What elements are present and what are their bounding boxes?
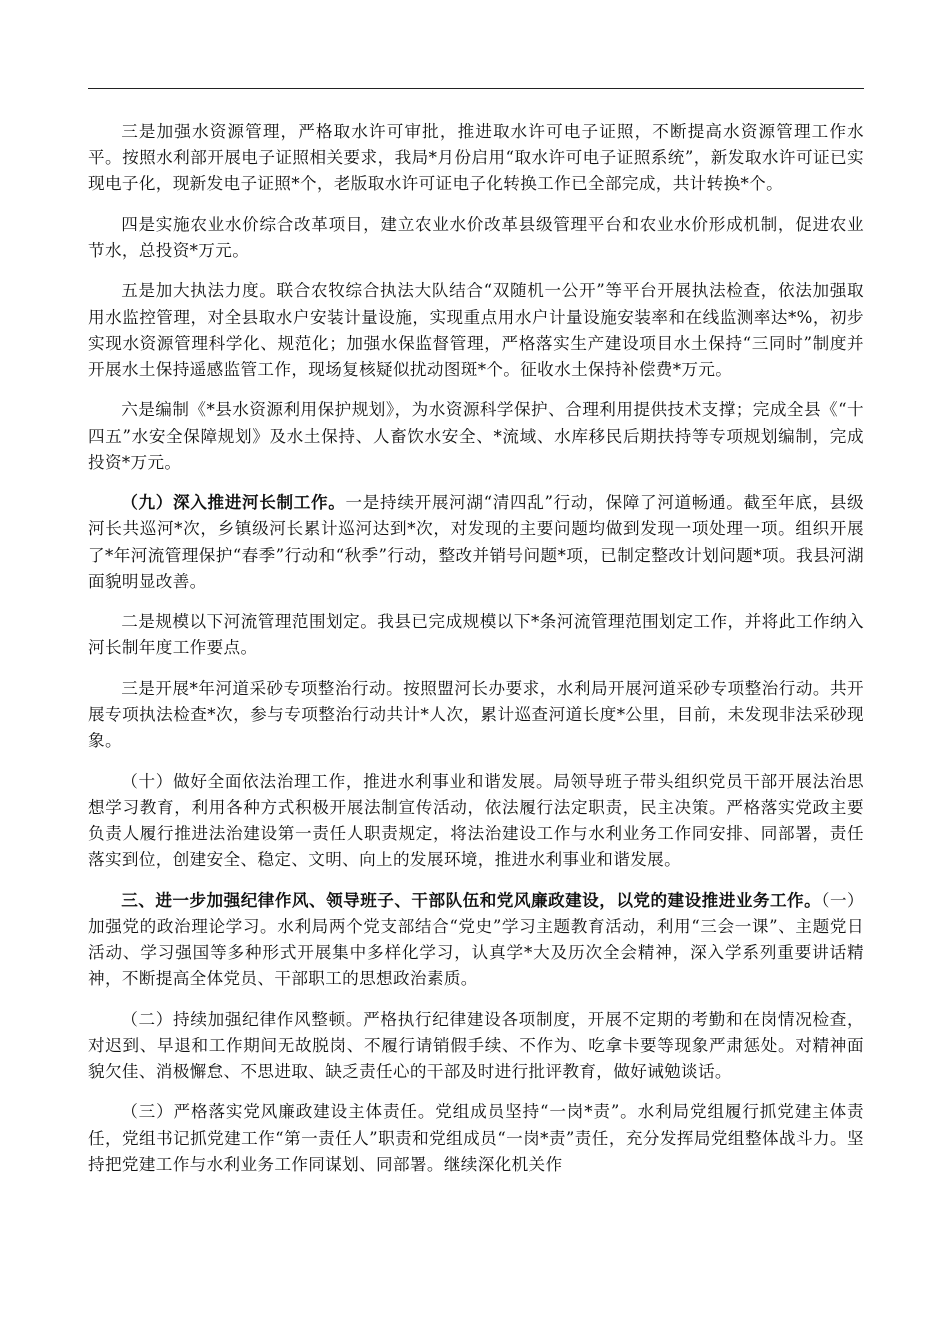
paragraph-planning	[88, 396, 864, 476]
paragraph-party-building	[88, 887, 864, 993]
header-rule	[88, 88, 864, 89]
document-body	[88, 118, 864, 1191]
paragraph-sand-mining	[88, 675, 864, 755]
paragraph-river-chief-system	[88, 489, 864, 595]
paragraph-text: 三是开展*年河道采砂专项整治行动。按照盟河长办要求，水利局开展河道采砂专项整治行动。共开展专项执法检查*次，参与专项整治行动共计*人次，累计巡查河道长度*公里，目前，未发现非法采砂现象。	[88, 678, 864, 751]
paragraph-text: 一是持续开展河湖“清四乱”行动，保障了河道畅通。截至年底，县级河长共巡河*次，乡镇级河长累计巡河达到*次，对发现的主要问题均做到发现一项处理一项。组织开展了*年河流管理保护“春季”行动和“秋季”行动，整改并销号问题*项，已制定整改计划问题*项。我县河湖面貌明显改善。	[88, 493, 864, 591]
paragraph-water-resource-management	[88, 118, 864, 198]
paragraph-text: （十）做好全面依法治理工作，推进水利事业和谐发展。局领导班子带头组织党员干部开展法治思想学习教育，利用各种方式积极开展法制宣传活动，依法履行法定职责，民主决策。严格落实党政主要负责人履行推进法治建设第一责任人职责规定，将法治建设工作与水利业务工作同安排、同部署，责任落实到位，创建安全、稳定、文明、向上的发展环境，推进水利事业和谐发展。	[88, 771, 864, 870]
paragraph-river-boundary	[88, 608, 864, 661]
section-heading: 三、进一步加强纪律作风、领导班子、干部队伍和党风廉政建设，以党的建设推进业务工作。	[121, 889, 822, 910]
section-heading: （九）深入推进河长制工作。	[121, 492, 346, 513]
paragraph-agricultural-water-price	[88, 211, 864, 264]
paragraph-text: （三）严格落实党风廉政建设主体责任。党组成员坚持“一岗*责”。水利局党组履行抓党建主体责任，党组书记抓党建工作“第一责任人”职责和党组成员“一岗*责”责任，充分发挥局党组整体战斗力。坚持把党建工作与水利业务工作同谋划、同部署。继续深化机关作	[88, 1102, 864, 1174]
paragraph-text: 三是加强水资源管理，严格取水许可审批，推进取水许可电子证照，不断提高水资源管理工作水平。按照水利部开展电子证照相关要求，我局*月份启用“取水许可电子证照系统”，新发取水许可证已实现电子化，现新发电子证照*个，老版取水许可证电子化转换工作已全部完成，共计转换*个。	[88, 122, 864, 194]
paragraph-law-enforcement	[88, 277, 864, 383]
paragraph-text: （一）加强党的政治理论学习。水利局两个党支部结合“党史”学习主题教育活动，利用“三会一课”、主题党日活动、学习强国等多种形式开展集中多样化学习，认真学*大及历次全会精神，深入学系列重要讲话精神，不断提高全体党员、干部职工的思想政治素质。	[88, 890, 864, 989]
paragraph-integrity-responsibility	[88, 1098, 864, 1178]
paragraph-text: 四是实施农业水价综合改革项目，建立农业水价改革县级管理平台和农业水价形成机制，促进农业节水，总投资*万元。	[88, 214, 864, 260]
paragraph-rule-of-law	[88, 768, 864, 874]
paragraph-text: 二是规模以下河流管理范围划定。我县已完成规模以下*条河流管理范围划定工作，并将此工作纳入河长制年度工作要点。	[88, 612, 864, 658]
paragraph-discipline	[88, 1006, 864, 1086]
paragraph-text: 六是编制《*县水资源利用保护规划》，为水资源科学保护、合理利用提供技术支撑；完成全县《“十四五”水安全保障规划》及水土保持、人畜饮水安全、*流域、水库移民后期扶持等专项规划编制，完成投资*万元。	[88, 400, 864, 472]
paragraph-text: （二）持续加强纪律作风整顿。严格执行纪律建设各项制度，开展不定期的考勤和在岗情况检查，对迟到、早退和工作期间无故脱岗、不履行请销假手续、不作为、吃拿卡要等现象严肃惩处。对精神面貌欠佳、消极懈怠、不思进取、缺乏责任心的干部及时进行批评教育，做好诫勉谈话。	[88, 1009, 864, 1081]
paragraph-text: 五是加大执法力度。联合农牧综合执法大队结合“双随机一公开”等平台开展执法检查，依法加强取用水监控管理，对全县取水户安装计量设施，实现重点用水户计量设施安装率和在线监测率达*%，初步实现水资源管理科学化、规范化；加强水保监督管理，严格落实生产建设项目水土保持“三同时”制度并开展水土保持遥感监管工作，现场复核疑似扰动图斑*个。征收水土保持补偿费*万元。	[88, 281, 864, 379]
